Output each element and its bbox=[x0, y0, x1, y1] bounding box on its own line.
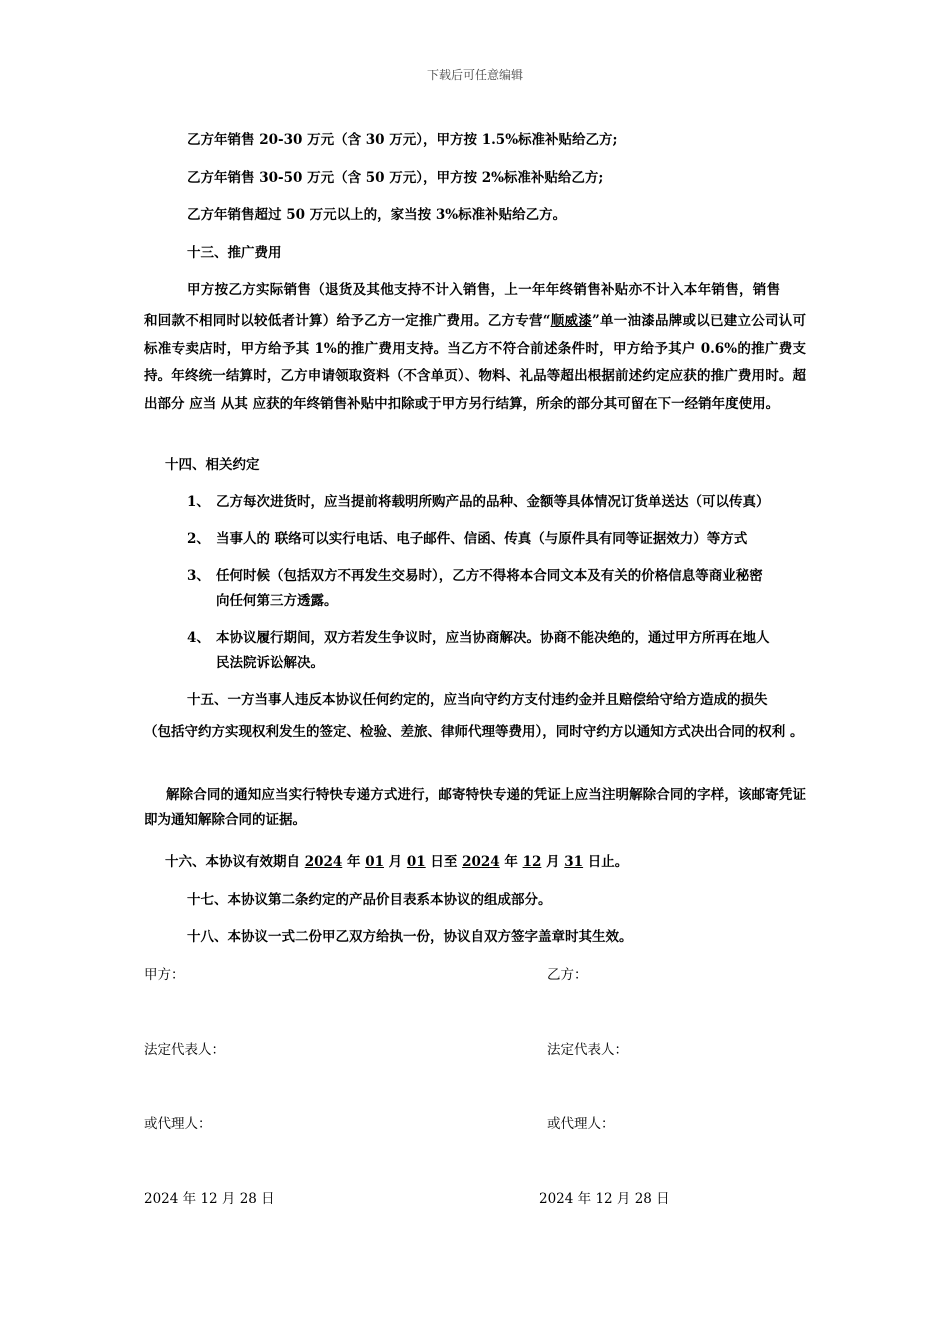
subsidy-line-1: 乙方年销售 20-30 万元（含 30 万元），甲方按 1.5%标准补贴给乙方; bbox=[187, 132, 618, 148]
start-day: 01 bbox=[406, 854, 426, 870]
section-13-text-a: 和回款不相同时以较低者计算）给予乙方一定推广费用。乙方专营“ bbox=[144, 313, 551, 329]
section-16: 十六、本协议有效期自 2024 年 01 月 01 日至 2024 年 12 月 31 日止。 bbox=[165, 854, 629, 870]
party-b-agent: 或代理人： bbox=[547, 1116, 615, 1132]
brand-name: 顺威漆 bbox=[550, 313, 592, 329]
item-3-text-a: 任何时候（包括双方不再发生交易时），乙方不得将本合同文本及有关的价格信息等商业秘密 bbox=[216, 568, 763, 584]
item-1-text: 乙方每次进货时，应当提前将载明所购产品的品种、金额等具体情况订货单送达（可以传真） bbox=[216, 494, 770, 510]
start-year: 2024 bbox=[304, 854, 343, 870]
party-a-date: 2024 年 12 月 28 日 bbox=[144, 1191, 275, 1207]
rescind-paragraph: 解除合同的通知应当实行特快专递方式进行，邮寄特快专递的凭证上应当注明解除合同的字样，该邮寄凭证即为通知解除合同的证据。 bbox=[144, 787, 806, 828]
section-15-body: （包括守约方实现权利发生的签定、检验、差旅、律师代理等费用），同时守约方以通知方式决出合同的权利 。 bbox=[144, 724, 804, 740]
end-day: 31 bbox=[564, 854, 584, 870]
party-b-date: 2024 年 12 月 28 日 bbox=[539, 1191, 670, 1207]
item-4-number: 4、 bbox=[187, 630, 210, 646]
section-13-first-line: 甲方按乙方实际销售（退货及其他支持不计入销售，上一年年终销售补贴亦不计入本年销售，销售 bbox=[187, 282, 781, 298]
item-4-text-a: 本协议履行期间，双方若发生争议时，应当协商解决。协商不能决绝的，通过甲方所再在地人 bbox=[216, 630, 770, 646]
party-a-representative: 法定代表人： bbox=[144, 1042, 225, 1058]
section-15-first-line: 十五、一方当事人违反本协议任何约定的，应当向守约方支付违约金并且赔偿给守给方造成的损失 bbox=[187, 692, 768, 708]
party-a-agent: 或代理人： bbox=[144, 1116, 212, 1132]
party-b-representative: 法定代表人： bbox=[547, 1042, 628, 1058]
section-13-body bbox=[144, 308, 806, 418]
end-month: 12 bbox=[522, 854, 542, 870]
start-month: 01 bbox=[365, 854, 384, 870]
page-header: 下载后可任意编辑 bbox=[426, 68, 523, 82]
party-b-label: 乙方： bbox=[547, 967, 588, 983]
item-3-text-b: 向任何第三方透露。 bbox=[216, 593, 338, 609]
item-2-number: 2、 bbox=[187, 531, 210, 547]
subsidy-line-2: 乙方年销售 30-50 万元（含 50 万元），甲方按 2%标准补贴给乙方; bbox=[187, 170, 604, 186]
item-1-number: 1、 bbox=[187, 494, 210, 510]
subsidy-line-3: 乙方年销售超过 50 万元以上的，家当按 3%标准补贴给乙方。 bbox=[187, 207, 567, 223]
party-a-label: 甲方： bbox=[144, 967, 185, 983]
item-4-text-b: 民法院诉讼解决。 bbox=[216, 655, 324, 671]
section-13-title: 十三、推广费用 bbox=[187, 245, 282, 261]
item-3-number: 3、 bbox=[187, 568, 210, 584]
end-year: 2024 bbox=[462, 854, 500, 870]
section-18: 十八、本协议一式二份甲乙双方给执一份，协议自双方签字盖章时其生效。 bbox=[187, 929, 633, 945]
item-2-text: 当事人的 联络可以实行电话、电子邮件、信函、传真（与原件具有同等证据效力）等方式 bbox=[216, 531, 748, 547]
section-17: 十七、本协议第二条约定的产品价目表系本协议的组成部分。 bbox=[187, 892, 552, 908]
section-13-text-b: ”单一油漆品牌或以已建立公司认可标准专卖店时，甲方给予其 1%的推广费用支持。当乙方不符合前述条件时，甲方给予其户 0.6%的推广费支持。年终统一结算时，乙方申请领取资料（不含单页）、物料、礼品等超出根据前述约定应获的推广费用时。超出部分 应当 从其 应获的年终销售补贴中扣除或于甲方另行结算，所余的部分其可留在下一经销年度使用。 bbox=[144, 313, 807, 412]
section-14-title: 十四、相关约定 bbox=[165, 457, 260, 473]
